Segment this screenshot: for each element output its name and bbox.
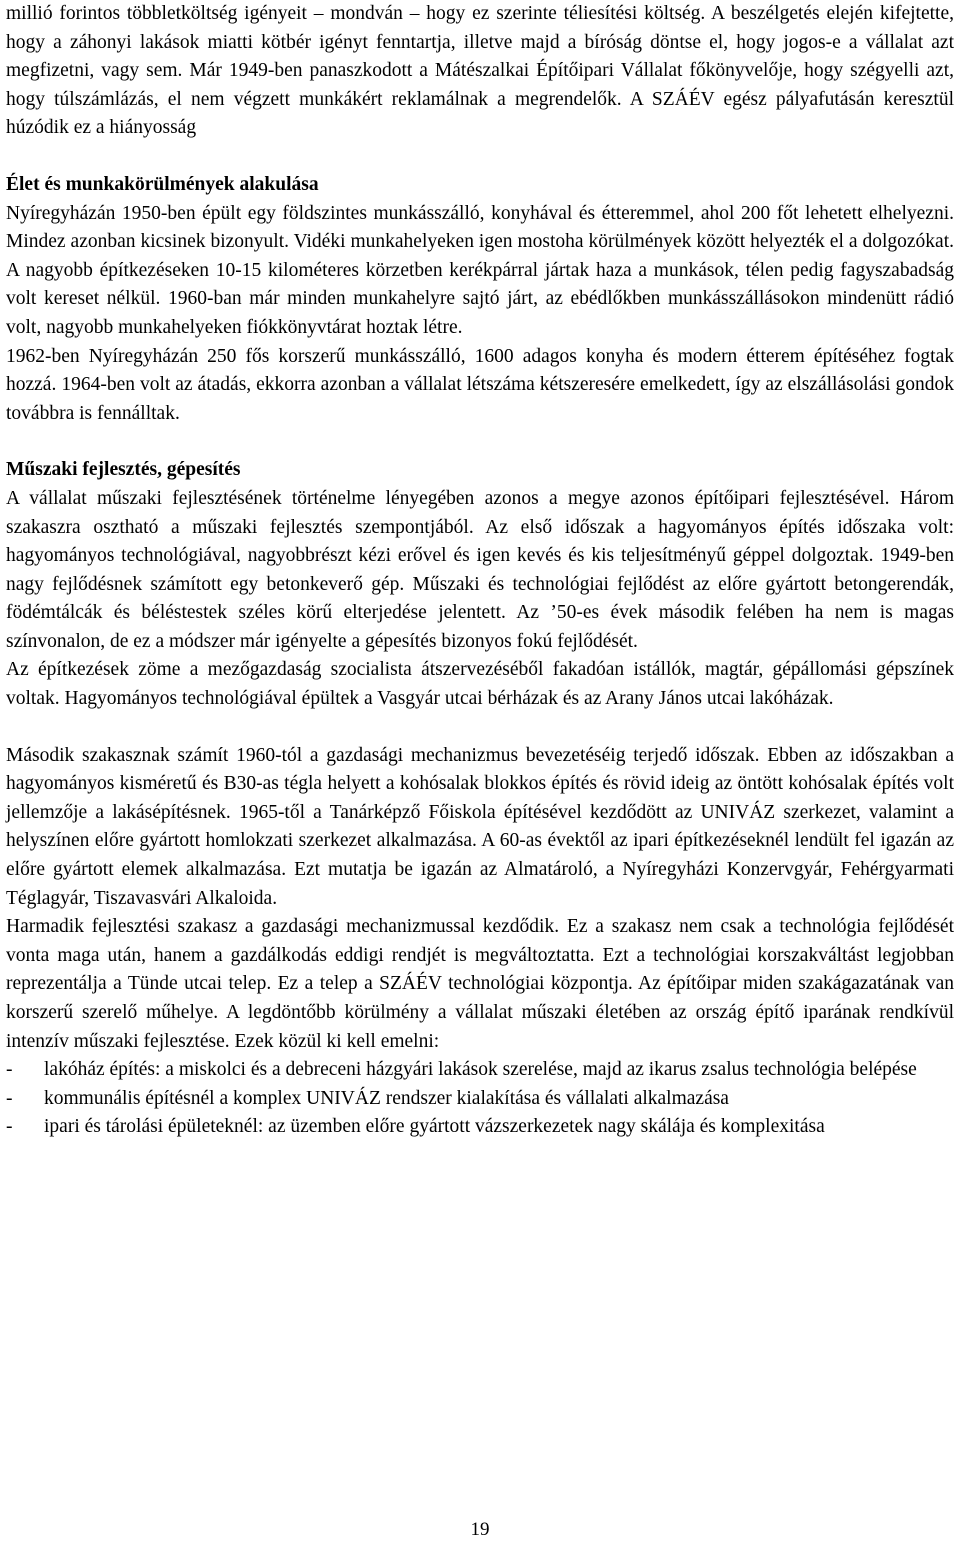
spacer: [6, 143, 954, 171]
list-dash: -: [6, 1116, 13, 1138]
tech-paragraph-1: A vállalat műszaki fejlesztésének történelme lényegében azonos a megye azonos építőipari fejlesztésével. Három szakaszra osztható a műszaki fejlesztés szempontjából. Az első időszak a hagyományos építés időszaka volt: hagyományos technológiával, nagyobbrészt kézi erővel és igen kevés és kis teljesítményű géppel dolgoztak. 1949-ben nagy fejlődésnek számított egy betonkeverő gép. Műszaki és technológiai fejlődést az előre gyártott betongerendák, födémtálcák és béléstestek széles körű elterjedése jelentett. Az ’50-es évek második felében ha nem is magas színvonalon, de ez a módszer már igényelte a gépesítés bizonyos fokú fejlődését.: [6, 487, 954, 652]
list-item: [6, 1056, 954, 1085]
page-number: 19: [470, 1519, 490, 1540]
list-dash: -: [6, 1059, 13, 1081]
document-page: [6, 0, 954, 1142]
list-item: [6, 1085, 954, 1114]
tech-paragraph-2: Az építkezések zöme a mezőgazdaság szocialista átszervezéséből fakadóan istállók, magtár, gépállomási gépszínek voltak. Hagyományos technológiával épültek a Vasgyár utcai bérházak és az Arany János utcai lakóházak.: [6, 659, 954, 710]
tech-dash-list: [6, 1056, 954, 1142]
section-heading-life: Élet és munkakörülmények alakulása: [6, 173, 319, 195]
list-item-text: ipari és tárolási épületeknél: az üzemben előre gyártott vázszerkezetek nagy skálája és komplexitása: [44, 1116, 825, 1138]
list-dash: -: [6, 1087, 13, 1109]
section-heading-tech: Műszaki fejlesztés, gépesítés: [6, 459, 241, 481]
tech-paragraph-3: Második szakasznak számít 1960-tól a gazdasági mechanizmus bevezetéséig terjedő időszak. Ebben az időszakban a hagyományos kisméretű és B30-as tégla helyett a kohósalak blokkos építés és rövid ideig az öntött kohósalak építés volt jellemzője a lakásépítésnek. 1965-től a Tanárképző Főiskola építésével kezdődött az UNIVÁZ szerkezet, valamint a helyszínen előre gyártott homlokzati szerkezet alkalmazása. A 60-as évektől az ipari építkezéseknél lendült fel igazán az előre gyártott elemek alkalmazása. Ezt mutatja be igazán az Almatároló, a Nyíregyházi Konzervgyár, Fehérgyarmati Téglagyár, Tiszavasvári Alkaloida.: [6, 744, 954, 909]
spacer: [6, 428, 954, 456]
spacer: [6, 714, 954, 742]
intro-paragraph: millió forintos többletköltség igényeit – mondván – hogy ez szerinte téliesítési költség. A beszélgetés elején kifejtette, hogy a záhonyi lakások miatti kötbér igényt fenntartja, illetve majd a bíróság döntse el, hogy jogos-e a vállalat azt megfizetni, vagy sem. Már 1949-ben panaszkodott a Mátészalkai Építőipari Vállalat főkönyvelője, hogy szégyelli azt, hogy túlszámlázás, el nem végzett munkákért reklamálnak a megrendelők. A SZÁÉV egész pályafutásán keresztül húzódik ez a hiányosság: [6, 3, 954, 139]
life-paragraph-1: Nyíregyházán 1950-ben épült egy földszintes munkásszálló, konyhával és étteremmel, ahol 200 főt lehetett elhelyezni. Mindez azonban kicsinek bizonyult. Vidéki munkahelyeken igen mostoha körülmények között helyezték el a dolgozókat. A nagyobb építkezéseken 10-15 kilométeres körzetben kerékpárral jártak haza a munkások, télen pedig fagyszabadság volt kereset nélkül. 1960-ban már minden munkahelyre sajtó járt, az ebédlőkben munkásszállásokon mindenütt rádió volt, nagyobb munkahelyeken fiókkönyvtárat hoztak létre.: [6, 202, 954, 338]
list-item-text: lakóház építés: a miskolci és a debreceni házgyári lakások szerelése, majd az ikarus zsalus technológia belépése: [44, 1059, 917, 1081]
life-paragraph-2: 1962-ben Nyíregyházán 250 fős korszerű munkásszálló, 1600 adagos konyha és modern étterem építéséhez fogtak hozzá. 1964-ben volt az átadás, ekkorra azonban a vállalat létszáma kétszeresére emelkedett, így az elszállásolási gondok továbbra is fennálltak.: [6, 345, 954, 424]
list-item: [6, 1113, 954, 1142]
tech-paragraph-4: Harmadik fejlesztési szakasz a gazdasági mechanizmussal kezdődik. Ez a szakasz nem csak a technológia fejlődését vonta maga után, hanem a gazdálkodás eddigi rendjét is megváltoztatta. Ezt a technológiai korszakváltást legjobban reprezentálja a Tünde utcai telep. Ez a telep a SZÁÉV technológiai központja. Az építőipar miden szakágazatának van korszerű szerelő műhelye. A legdöntőbb körülmény a vállalat műszaki életében az ország építő iparának rendkívül intenzív műszaki fejlesztése. Ezek közül ki kell emelni:: [6, 916, 954, 1052]
list-item-text: kommunális építésnél a komplex UNIVÁZ rendszer kialakítása és vállalati alkalmazása: [44, 1087, 729, 1109]
